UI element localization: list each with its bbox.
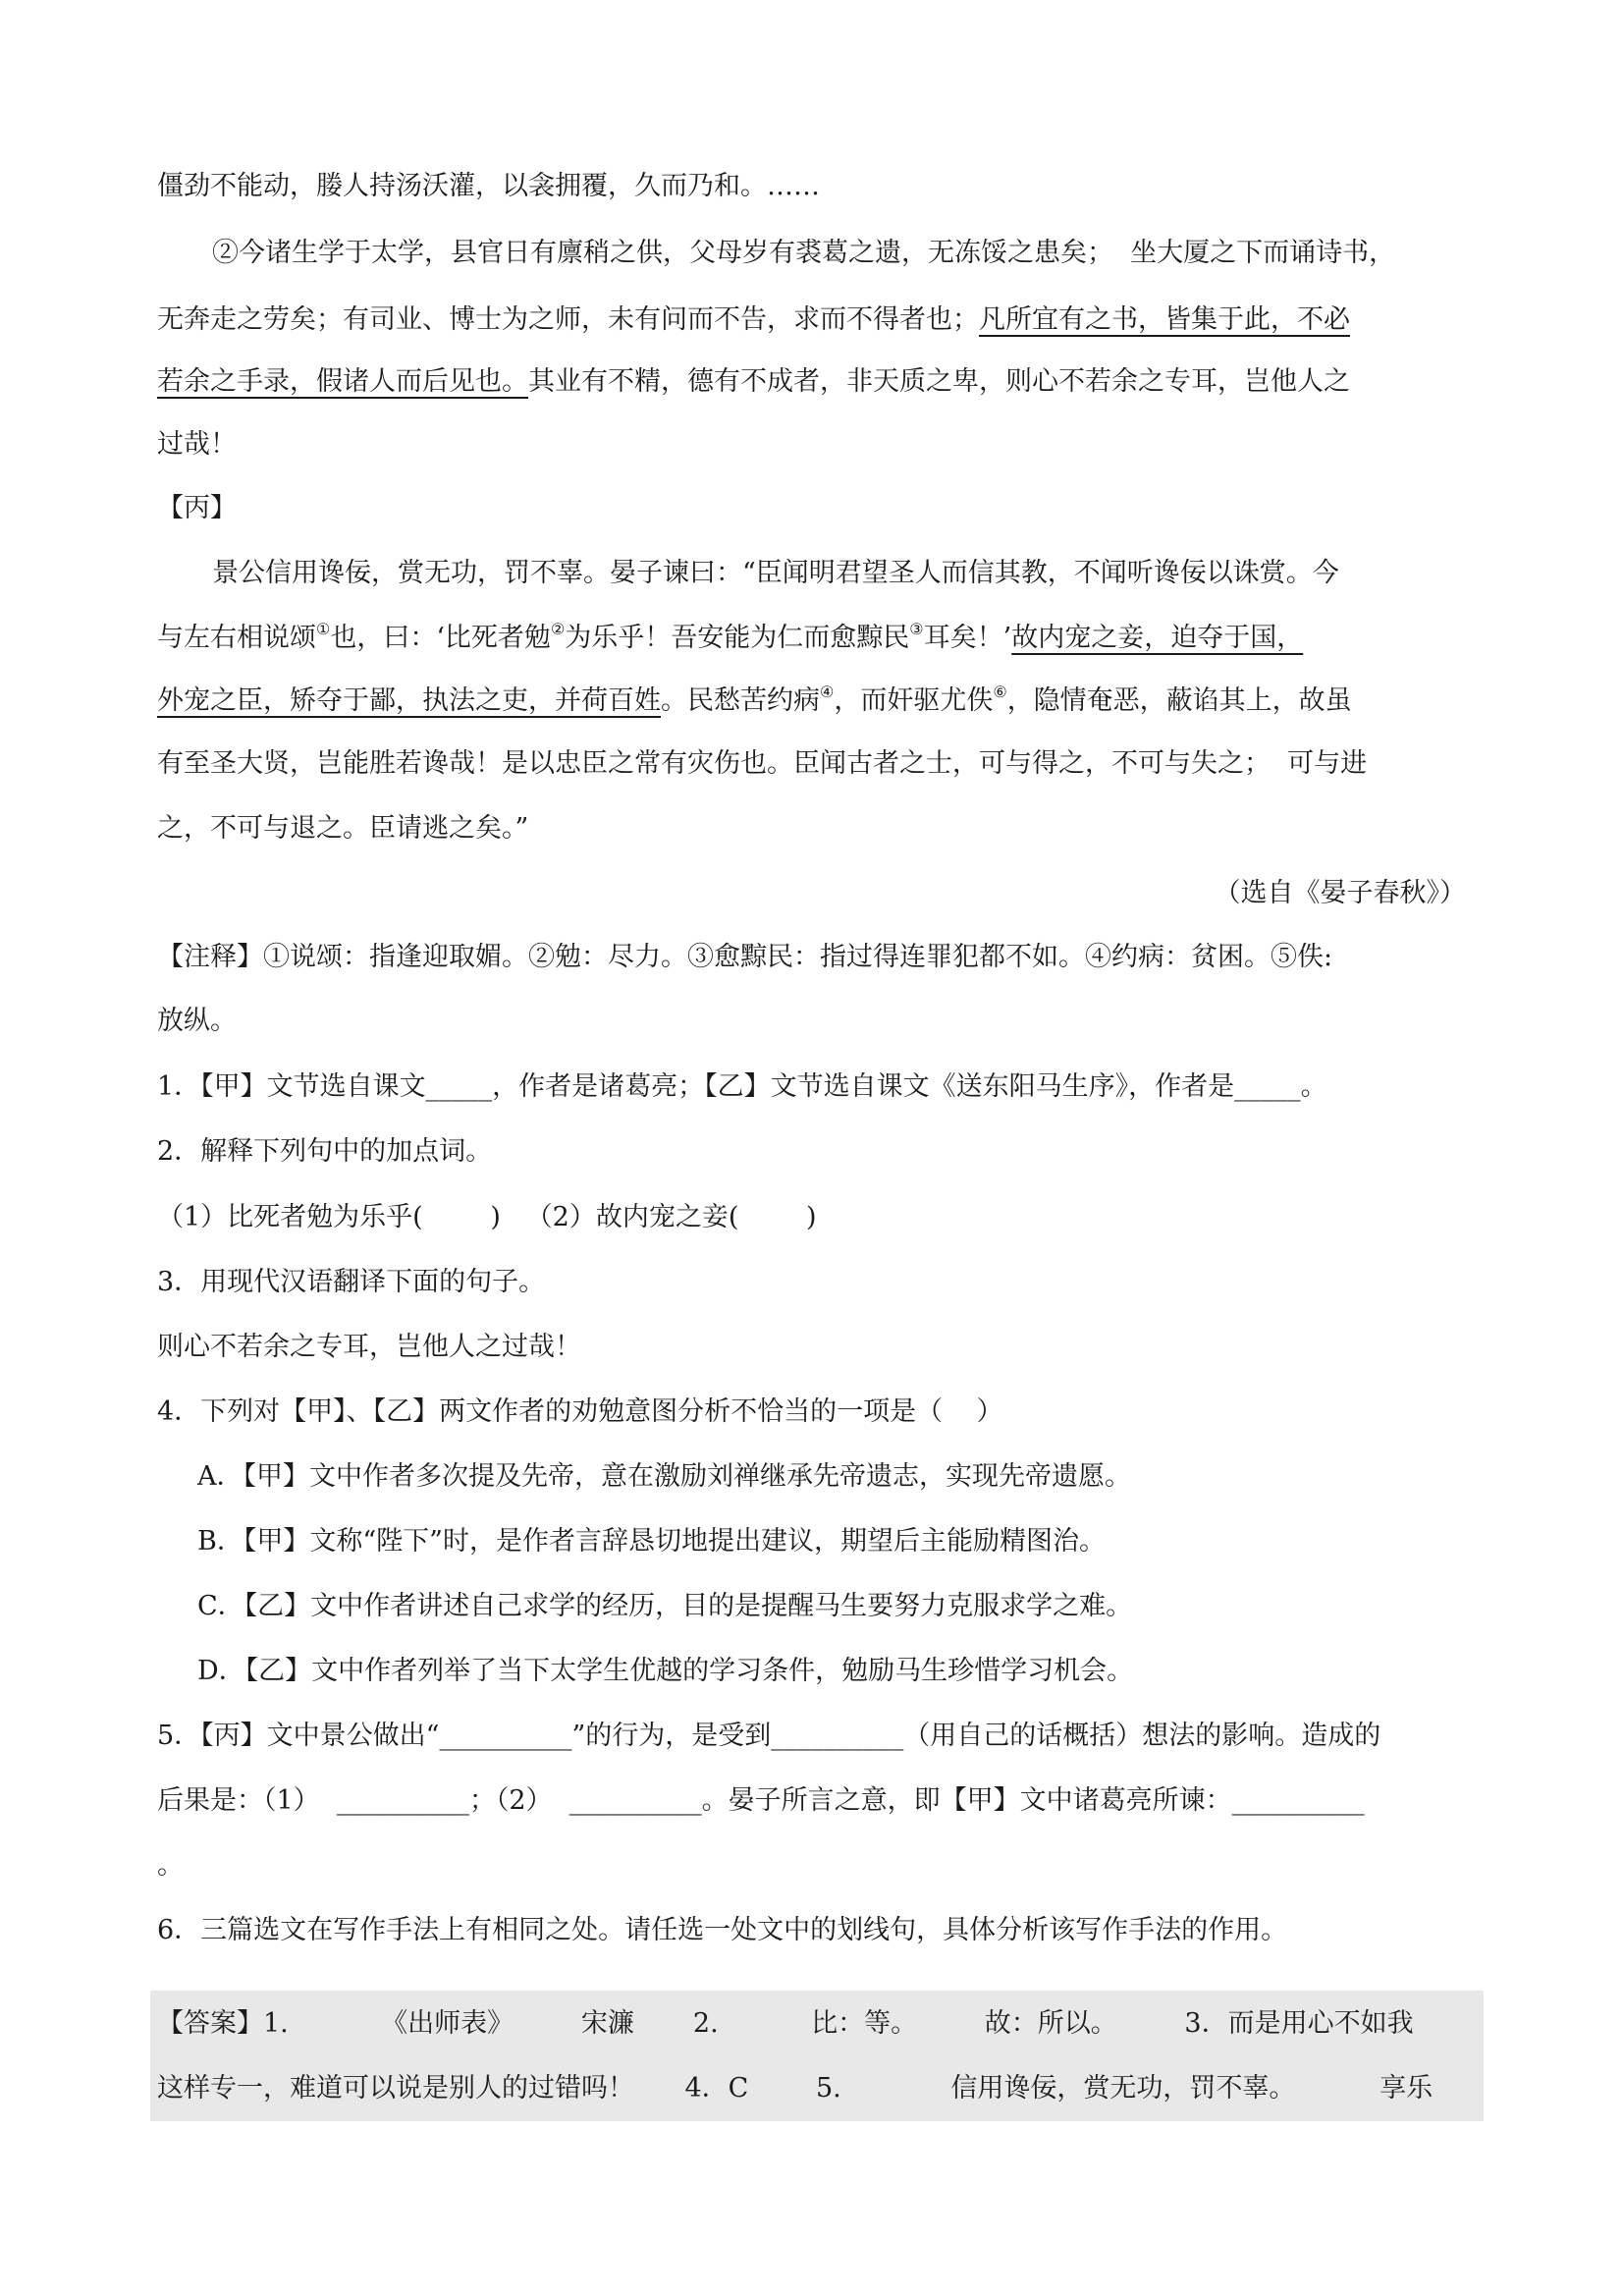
notes-line: 【注释】①说颂：指逢迎取媚。②勉：尽力。③愈黥民：指过得连罪犯都不如。④约病：贫困。⑤佚:: [157, 942, 1333, 972]
source-citation: （选自《晏子春秋》）: [1214, 878, 1466, 908]
passage-bing-line: 之，不可与退之。臣请逃之矣。”: [157, 813, 529, 844]
question-2: 2．解释下列句中的加点词。: [157, 1136, 493, 1167]
passage-yi-line: 若余之手录，假诸人而后见也。其业有不精，德有不成者，非天质之卑，则心不若余之专耳，岂他人之: [157, 366, 1350, 397]
passage-bing-line: 外宠之臣，矫夺于鄙，执法之吏，并荷百姓。民愁苦约病④，而奸驱尤佚⑥，隐情奄恶，蔽谄其上，故虽: [157, 683, 1352, 716]
footnote-marker: ②: [550, 620, 566, 638]
question-4-option-a: A．【甲】文中作者多次提及先帝，意在激励刘禅继承先帝遗志，实现先帝遗愿。: [197, 1461, 1131, 1492]
passage-bing-line: 有至圣大贤，岂能胜若谗哉！是以忠臣之常有灾伤也。臣闻古者之士，可与得之，不可与失之； 可与进: [157, 748, 1368, 779]
answer-line: 这样专一，难道可以说是别人的过错吗！ 4．C 5. 信用谗佞，赏无功，罚不辜。 享乐: [157, 2073, 1434, 2104]
passage-bing-label: 【丙】: [157, 493, 237, 523]
footnote-marker: ③: [909, 620, 924, 638]
question-5: 5．【丙】文中景公做出“__________”的行为，是受到__________（用自己的话概括）想法的影响。造成的: [157, 1721, 1381, 1751]
question-6: 6．三篇选文在写作手法上有相同之处。请任选一处文中的划线句，具体分析该写作手法的作用。: [157, 1915, 1288, 1945]
answer-box: [150, 1991, 1484, 2121]
question-4-option-b: B．【甲】文称“陛下”时，是作者言辞恳切地提出建议，期望后主能励精图治。: [197, 1526, 1106, 1557]
question-4-option-c: C．【乙】文中作者讲述自己求学的经历，目的是提醒马生要努力克服求学之难。: [197, 1591, 1133, 1621]
passage-bing-line: 景公信用谗佞，赏无功，罚不辜。晏子谏曰：“臣闻明君望圣人而信其教，不闻听谗佞以诛赏。今: [212, 558, 1339, 588]
footnote-marker: ④: [820, 683, 835, 701]
footnote-marker: ⑥: [993, 683, 1007, 701]
passage-yi-line: 过哉！: [157, 429, 237, 460]
question-3: 3．用现代汉语翻译下面的句子。: [157, 1267, 546, 1297]
underlined-sentence: 凡所宜有之书，皆集于此，不必: [979, 304, 1350, 335]
underlined-sentence: 故内宠之妾，迫夺于国，: [1011, 623, 1304, 653]
notes-line: 放纵。: [157, 1006, 237, 1036]
passage-bing-line: 与左右相说颂①也，曰：‘比死者勉②为乐乎！吾安能为仁而愈黥民③耳矣！’故内宠之妾，迫夺于国，: [157, 620, 1304, 653]
question-2-items: （1）比死者勉为乐乎( ) （2）故内宠之妾( ): [157, 1202, 817, 1232]
underlined-sentence: 外宠之臣，矫夺于鄙，执法之吏，并荷百姓: [157, 685, 661, 716]
question-4-option-d: D．【乙】文中作者列举了当下太学生优越的学习条件，勉励马生珍惜学习机会。: [197, 1656, 1134, 1686]
question-3-sentence: 则心不若余之专耳，岂他人之过哉！: [157, 1332, 581, 1362]
question-5: 后果是：（1） __________；（2） __________。晏子所言之意，即【甲】文中诸葛亮所谏：__________: [157, 1785, 1365, 1816]
passage-yi-line: ②今诸生学于太学，县官日有廪稍之供，父母岁有裘葛之遗，无冻馁之患矣； 坐大厦之下而诵诗书，: [212, 238, 1396, 268]
footnote-marker: ①: [316, 620, 331, 638]
question-1: 1．【甲】文节选自课文_____，作者是诸葛亮；【乙】文节选自课文《送东阳马生序》，作者是_____。: [157, 1071, 1327, 1102]
passage-yi-line: 无奔走之劳矣；有司业、博士为之师，未有问而不告，求而不得者也；凡所宜有之书，皆集于此，不必: [157, 304, 1350, 335]
passage-yi-line: 僵劲不能动，媵人持汤沃灌，以衾拥覆，久而乃和。……: [157, 171, 820, 201]
answer-line: 【答案】1. 《出师表》 宋濂 2. 比：等。 故：所以。 3．而是用心不如我: [157, 2008, 1414, 2039]
question-5: 。: [157, 1850, 184, 1881]
question-4: 4．下列对【甲】、【乙】两文作者的劝勉意图分析不恰当的一项是（ ）: [157, 1396, 1003, 1427]
underlined-sentence: 若余之手录，假诸人而后见也。: [157, 366, 528, 397]
